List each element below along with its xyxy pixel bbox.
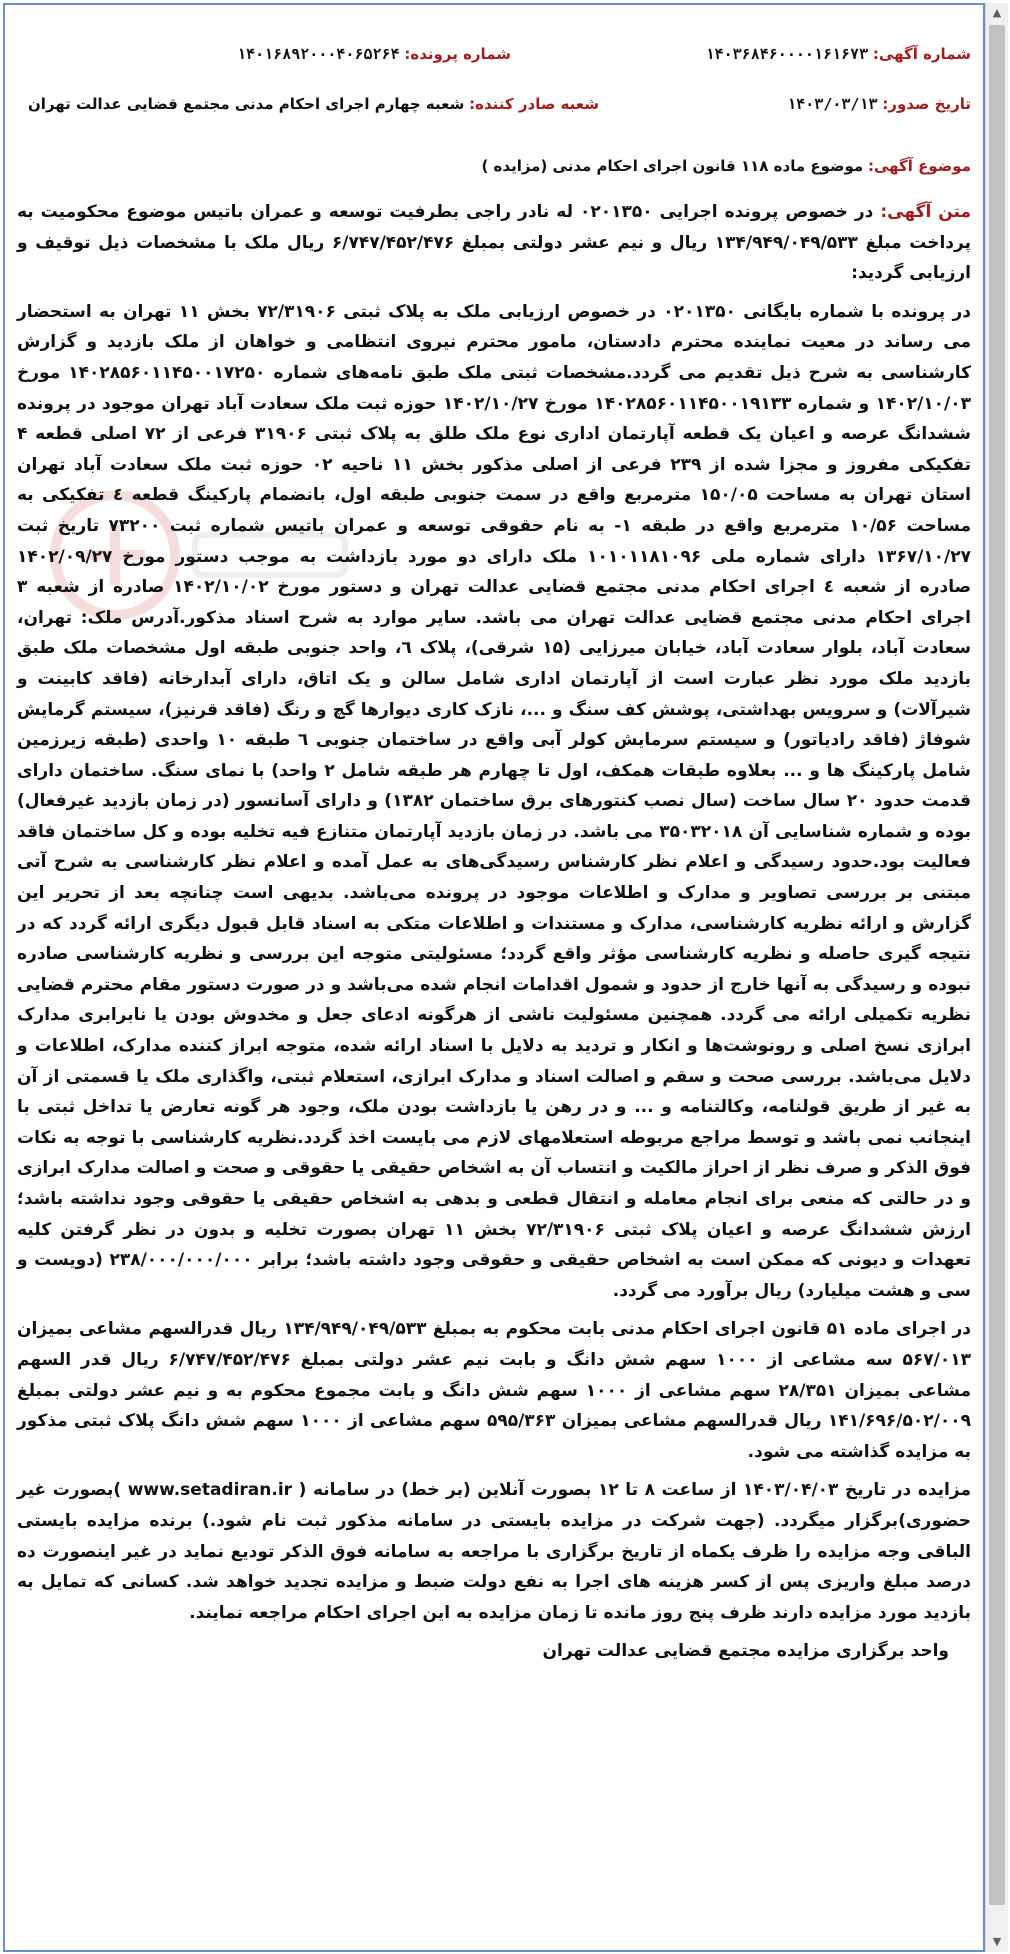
file-number-value: ۱۴۰۱۶۸۹۲۰۰۰۴۰۶۵۲۶۴ xyxy=(237,45,400,63)
issuer-field xyxy=(28,95,599,113)
subject-text: موضوع ماده ۱۱۸ قانون اجرای احکام مدنی (مزایده ) xyxy=(481,157,864,175)
paragraph-auction-details xyxy=(17,1475,971,1628)
signature-line: واحد برگزاری مزایده مجتمع قضایی عدالت تهران xyxy=(542,1641,949,1662)
notice-body xyxy=(17,197,971,1675)
file-number-label: شماره پرونده: xyxy=(404,45,511,63)
issue-date-label: تاریخ صدور: xyxy=(882,95,971,113)
paragraph-shares: در اجرای ماده ۵۱ قانون اجرای احکام مدنی بابت محکوم به بمبلغ ۱۳۴/۹۴۹/۰۴۹/۵۳۳ ریال قدرالسهم مشاعی بمیزان ۵۶۷/۰۱۳ سه مشاعی از ۱۰۰۰ سهم شش دانگ و بابت نیم عشر دولتی بمبلغ ۶/۷۴۷/۴۵۲/۴۷۶ ریال قدر السهم مشاعی بمیزان ۲۸/۳۵۱ سهم مشاعی از ۱۰۰۰ سهم شش دانگ و بابت مجموع محکوم به و نیم عشر دولتی بمبلغ ۱۴۱/۶۹۶/۵۰۲/۰۰۹ ریال قدرالسهم مشاعی بمیزان ۵۹۵/۳۶۳ سهم مشاعی از ۱۰۰۰ سهم شش دانگ پلاک ثبتی مذکور به مزایده گذاشته می شود. xyxy=(17,1319,971,1462)
paragraph-expert-report: در پرونده با شماره بایگانی ۰۲۰۱۳۵۰ در خصوص ارزیابی ملک به پلاک ثبتی ۷۲/۳۱۹۰۶ بخش ۱۱ تهران به استحضار می رساند در معیت نماینده محترم دادستان، مامور محترم نیروی انتظامی و خواهان از ملک بازدید و گزارش کارشناسی به شرح ذیل تقدیم می گردد.مشخصات ثبتی ملک طبق نامه‌های شماره ۱۴۰۲۸۵۶۰۱۱۴۵۰۰۱۷۲۵۰ مورخ ۱۴۰۲/۱۰/۰۳ و شماره ۱۴۰۲۸۵۶۰۱۱۴۵۰۰۱۹۱۳۳ مورخ ۱۴۰۲/۱۰/۲۷ حوزه ثبت ملک سعادت آباد تهران موجود در پرونده ششدانگ عرصه و اعیان یک قطعه آپارتمان اداری نوع ملک طلق به پلاک ثبتی ۳۱۹۰۶ فرعی از ۷۲ اصلی قطعه ۴ تفکیکی مفروز و مجزا شده از ۲۳۹ فرعی از اصلی مذکور بخش ۱۱ ناحیه ۰۲ حوزه ثبت ملک سعادت آباد تهران استان تهران به مساحت ۱۵۰/۰۵ مترمربع واقع در سمت جنوبی طبقه اول، بانضمام پارکینگ قطعه ٤ تفکیکی به مساحت ۱۰/۵۶ مترمربع واقع در طبقه ۱- به نام حقوقی توسعه و عمران باتیس شماره ثبت ۷۳۲۰۰ تاریخ ثبت ۱۳۶۷/۱۰/۲۷ دارای شماره ملی ۱۰۱۰۱۱۸۱۰۹۶ ملک دارای دو مورد بازداشت به موجب دستور مورخ ۱۴۰۲/۰۹/۲۷ صادره از شعبه ٤ اجرای احکام مدنی مجتمع قضایی عدالت تهران و دستور مورخ ۱۴۰۲/۱۰/۰۲ صادره از شعبه ۳ اجرای احکام مدنی مجتمع قضایی عدالت تهران می باشد. سایر موارد به شرح اسناد مذکور.آدرس ملک: تهران، سعادت آباد، بلوار سعادت آباد، خیابان میرزایی (۱۵ شرقی)، پلاک ٦، واحد جنوبی طبقه اول مشخصات ملک طبق بازدید ملک مورد نظر عبارت است از آپارتمان اداری شامل سالن و یک اتاق، دارای آبدارخانه (فاقد کابینت و شیرآلات) و سرویس بهداشتی، پوشش کف سنگ و ...، نازک کاری دیوارها گچ و رنگ (فاقد قرنیز)، سیستم گرمایش شوفاژ (فاقد رادیاتور) و سیستم سرمایش کولر آبی واقع در ساختمان جنوبی ٦ طبقه ۱۰ واحدی (طبقه زیرزمین شامل پارکینگ ها و ... بعلاوه طبقات همکف، اول تا چهارم هر طبقه شامل ۲ واحد) با نمای سنگ. ساختمان دارای قدمت حدود ۲۰ سال ساخت (سال نصب کنتورهای برق ساختمان ۱۳۸۲) و دارای آسانسور (در زمان بازدید غیرفعال) بوده و شماره شناسایی آن ۳۵۰۳۲۰۱۸ می باشد. در زمان بازدید آپارتمان متنازع فیه تخلیه بوده و کل ساختمان فاقد فعالیت بود.حدود رسیدگی و اعلام نظر کارشناس رسیدگی‌های به عمل آمده و اعلام نظر کارشناسی به شرح آتی مبتنی بر بررسی تصاویر و مدارک و اطلاعات موجود در پرونده می‌باشد. بدیهی است چنانچه بعد از تحریر این گزارش و ارائه نظریه کارشناسی، مدارک و مستندات و اطلاعات متکی به اسناد قابل قبول دیگری ارائه گردد که در نتیجه گیری حاصله و نظریه کارشناسی مؤثر واقع گردد؛ مسئولیتی متوجه این بررسی و نظریه کارشناسی صادره نبوده و رسیدگی به آنها خارج از حدود و شمول اقدامات انجام شده می‌باشد و در صورت دستور مقام محترم قضایی نظریه تکمیلی ارائه می گردد. همچنین مسئولیت ناشی از هرگونه ادعای جعل و مخدوش بودن یا نابرابری مدارک ابرازی نسخ اصلی و رونوشت‌ها و انکار و تردید به دلایل با اسناد ارائه شده، متوجه ابراز کننده مدارک، اطلاعات و دلایل می‌باشد. بررسی صحت و سقم و اصالت اسناد و مدارک ابرازی، استعلام ثبتی، واگذاری ملک یا قسمتی از آن به غیر از طریق قولنامه، وکالتنامه و ... و در رهن یا بازداشت بودن ملک، وجود هر گونه تعارض یا تداخل ثبتی با اینجانب نمی باشد و توسط مراجع مربوطه استعلامهای لازم می بایست اخذ گردد.نظریه کارشناسی با توجه به نکات فوق الذکر و صرف نظر از احراز مالکیت و انتساب آن به اشخاص حقیقی یا حقوقی و صحت و اصالت مدارک ابرازی و در حالتی که منعی برای انجام معامله و انتقال قطعی و بدهی به اشخاص حقیقی یا حقوقی وجود نداشته باشد؛ ارزش ششدانگ عرصه و اعیان پلاک ثبتی ۷۲/۳۱۹۰۶ بخش ۱۱ تهران بصورت تخلیه و بدون در نظر گرفتن کلیه تعهدات و دیونی که ممکن است به اشخاص حقیقی و حقوقی وجود داشته باشد؛ برابر ۲۳۸/۰۰۰/۰۰۰/۰۰۰ (دویست و سی و هشت میلیارد) ریال برآورد می گردد. xyxy=(17,301,972,1301)
auction-text-end: )بصورت غیر حضوری)برگزار میگردد. (جهت شرکت در مزایده بایستی در سامانه مذکور ثبت نام شود.) برنده مزایده بایستی الباقی وجه مزایده را ظرف یکماه از تاریخ برگزاری با مراجعه به سامانه فوق الذکر تودیع نماید در غیر اینصورت ده درصد مبلغ واریزی پس از کسر هزینه های اجرا به نفع دولت ضبط و مزایده تجدید خواهد شد. کسانی که تمایل به بازدید مورد مزایده دارند ظرف پنج روز مانده تا زمان مزایده به این اجرای احکام مراجعه نمایند. xyxy=(17,1480,971,1623)
ad-number-field xyxy=(706,45,971,63)
scroll-down-icon[interactable]: ▼ xyxy=(992,1935,1002,1948)
subject-label: موضوع آگهی: xyxy=(867,157,971,175)
intro-text: در خصوص پرونده اجرایی ۰۲۰۱۳۵۰ له نادر راجی بطرفیت توسعه و عمران باتیس موضوع محکومیت به پرداخت مبلغ ۱۳۴/۹۴۹/۰۴۹/۵۳۳ ریال و نیم عشر دولتی بمبلغ ۶/۷۴۷/۴۵۲/۴۷۶ ریال ملک با مشخصات ذیل توقیف و ارزیابی گردید: xyxy=(17,202,971,284)
scroll-thumb[interactable] xyxy=(989,25,1005,1905)
notice-content xyxy=(13,5,975,1950)
subject-line xyxy=(17,157,971,185)
body-label: متن آگهی: xyxy=(880,202,972,222)
scroll-up-icon[interactable]: ▲ xyxy=(992,6,1002,19)
ad-number-value: ۱۴۰۳۶۸۴۶۰۰۰۰۱۶۱۶۷۳ xyxy=(705,45,869,63)
ad-number-label: شماره آگهی: xyxy=(872,45,971,63)
issue-date-field xyxy=(787,95,971,113)
notice-panel xyxy=(3,3,985,1952)
intro-paragraph xyxy=(17,197,971,289)
header-row-2 xyxy=(17,95,971,123)
file-number-field xyxy=(237,45,511,63)
issue-date-value: ۱۴۰۳/۰۳/۱۳ xyxy=(787,95,878,113)
issuer-label: شعبه صادر کننده: xyxy=(469,95,599,113)
setadiran-link[interactable]: www.setadiran.ir xyxy=(127,1480,293,1501)
issuer-value: شعبه چهارم اجرای احکام مدنی مجتمع قضایی عدالت تهران xyxy=(28,95,465,113)
header-row-1 xyxy=(17,45,971,73)
vertical-scrollbar[interactable] xyxy=(985,3,1008,1952)
auction-text-start: مزایده در تاریخ ۱۴۰۳/۰۴/۰۳ از ساعت ۸ تا ۱۲ بصورت آنلاین (بر خط) در سامانه ( xyxy=(298,1480,971,1501)
